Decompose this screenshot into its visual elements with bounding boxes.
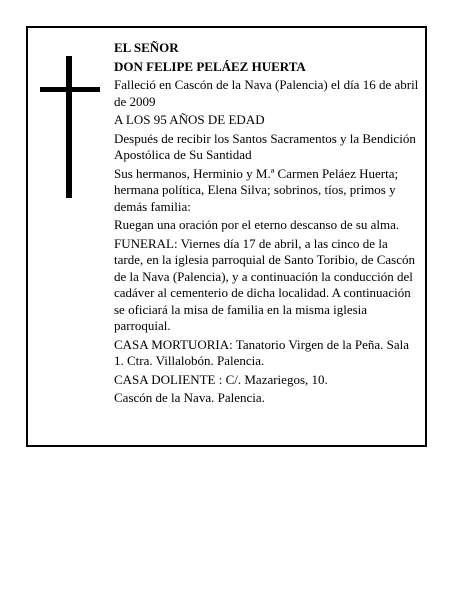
- location-info: Cascón de la Nava. Palencia.: [114, 390, 265, 405]
- sacraments-info: Después de recibir los Santos Sacramentos y la Bendición Apostólica de Su Santidad: [114, 130, 416, 162]
- obituary-notice: [26, 26, 427, 447]
- casa-mortuoria: CASA MORTUORIA: Tanatorio Virgen de la Peña. Sala 1. Ctra. Villalobón. Palencia.: [114, 336, 410, 368]
- cross-vertical-bar: [66, 56, 72, 198]
- notice-text: [114, 40, 420, 409]
- cross-horizontal-bar: [40, 87, 100, 92]
- death-info: Falleció en Cascón de la Nava (Palencia) el día 16 de abril de 2009: [114, 77, 419, 109]
- latin-cross-icon: [40, 56, 100, 198]
- family-info: Sus hermanos, Herminio y M.ª Carmen Peláez Huerta; hermana política, Elena Silva; sobrinos, tíos, primos y demás familia:: [114, 165, 399, 214]
- casa-doliente: CASA DOLIENTE : C/. Mazariegos, 10.: [114, 371, 328, 387]
- heading-title: EL SEÑOR: [114, 40, 179, 55]
- age-info: A LOS 95 AÑOS DE EDAD: [114, 112, 265, 127]
- funeral-info: FUNERAL: Viernes día 17 de abril, a las cinco de la tarde, en la iglesia parroquial de Santo Toribio, de Cascón de la Nava (Palencia), y a continuación la conducción del cadáver al cementerio de dicha localidad. A continuación se oficiará la misa de familia en la misma iglesia parroquial.: [114, 235, 416, 333]
- prayer-request: Ruegan una oración por el eterno descanso de su alma.: [114, 217, 400, 232]
- deceased-name: DON FELIPE PELÁEZ HUERTA: [114, 58, 306, 74]
